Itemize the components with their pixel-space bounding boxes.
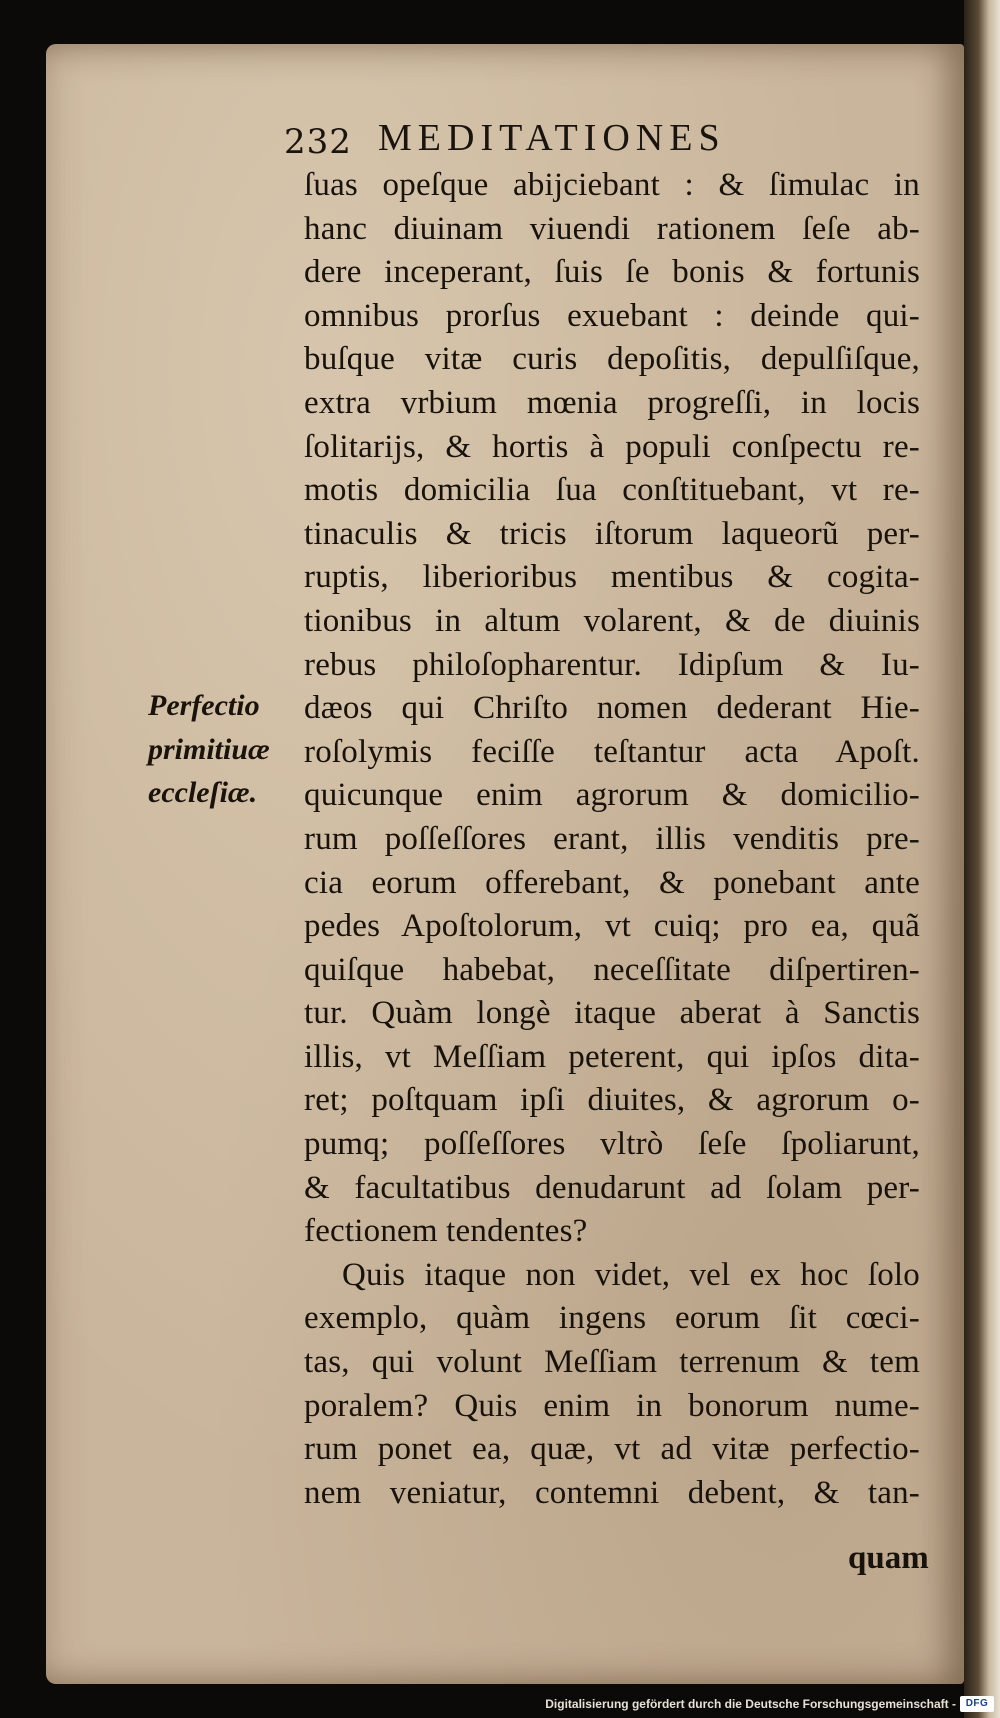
book-edge — [964, 0, 1000, 1718]
margin-note-line: eccleſiæ. — [148, 776, 258, 810]
text-line: rum poſſeſſores erant, illis venditis pre- — [304, 820, 920, 857]
text-line: illis, vt Meſſiam peterent, qui ipſos dita- — [304, 1038, 920, 1075]
text-line: rebus philoſopharentur. Idipſum & Iu- — [304, 646, 920, 683]
text-line: tionibus in altum volarent, & de diuinis — [304, 602, 920, 639]
text-line: exemplo, quàm ingens eorum ſit cœci- — [304, 1300, 920, 1337]
text-line: buſque vitæ curis depoſitis, depulſiſque, — [304, 341, 920, 378]
funding-credit: Digitalisierung gefördert durch die Deutsche Forschungsgemeinschaft - — [545, 1697, 956, 1711]
text-line: tas, qui volunt Meſſiam terrenum & tem — [304, 1344, 920, 1381]
text-line: fectionem tendentes? — [304, 1213, 588, 1250]
body-text — [304, 164, 920, 1515]
running-title: MEDITATIONES — [378, 117, 726, 159]
text-line: pumq; poſſeſſores vltrò ſeſe ſpoliarunt, — [304, 1126, 920, 1163]
page-header — [46, 116, 964, 166]
paper-page — [46, 44, 964, 1684]
text-line: & facultatibus denudarunt ad ſolam per- — [304, 1169, 920, 1206]
text-line: pedes Apoſtolorum, vt cuiq; pro ea, quã — [304, 908, 920, 945]
text-line: rum ponet ea, quæ, vt ad vitæ perfectio- — [304, 1431, 920, 1468]
text-line: dæos qui Chriſto nomen dederant Hie- — [304, 690, 920, 727]
text-line: ſolitarijs, & hortis à populi conſpectu re- — [304, 428, 920, 465]
text-line: dere inceperant, ſuis ſe bonis & fortunis — [304, 254, 920, 291]
text-line: extra vrbium mœnia progreſſi, in locis — [304, 384, 920, 421]
text-line: motis domicilia ſua conſtituebant, vt re- — [304, 472, 920, 509]
text-line: ruptis, liberioribus mentibus & cogita- — [304, 559, 920, 596]
text-line: cia eorum offerebant, & ponebant ante — [304, 864, 920, 901]
text-line: quicunque enim agrorum & domicilio- — [304, 777, 920, 814]
text-line: omnibus prorſus exuebant : deinde qui- — [304, 297, 920, 334]
text-line: tur. Quàm longè itaque aberat à Sanctis — [304, 995, 920, 1032]
text-line: hanc diuinam viuendi rationem ſeſe ab- — [304, 210, 920, 247]
footer-bar — [0, 1694, 1000, 1718]
text-line: quiſque habebat, neceſſitate diſpertiren- — [304, 951, 920, 988]
catchword: quam — [848, 1540, 929, 1576]
text-line: tinaculis & tricis iſtorum laqueorũ per- — [304, 515, 920, 552]
text-line: ret; poſtquam ipſi diuites, & agrorum o- — [304, 1082, 920, 1119]
margin-note-line: primitiuæ — [148, 732, 270, 766]
text-line: Quis itaque non videt, vel ex hoc ſolo — [342, 1256, 920, 1293]
margin-note-line: Perfectio — [148, 689, 260, 722]
margin-note — [148, 684, 308, 815]
dfg-logo-icon: DFG — [960, 1696, 994, 1712]
text-line: ſuas opeſque abijciebant : & ſimulac in — [304, 167, 920, 203]
text-line: roſolymis feciſſe teſtantur acta Apoſt. — [304, 733, 920, 770]
text-line: poralem? Quis enim in bonorum nume- — [304, 1387, 920, 1424]
text-line: nem veniatur, contemni debent, & tan- — [304, 1474, 920, 1511]
page-number: 232 — [284, 122, 352, 162]
